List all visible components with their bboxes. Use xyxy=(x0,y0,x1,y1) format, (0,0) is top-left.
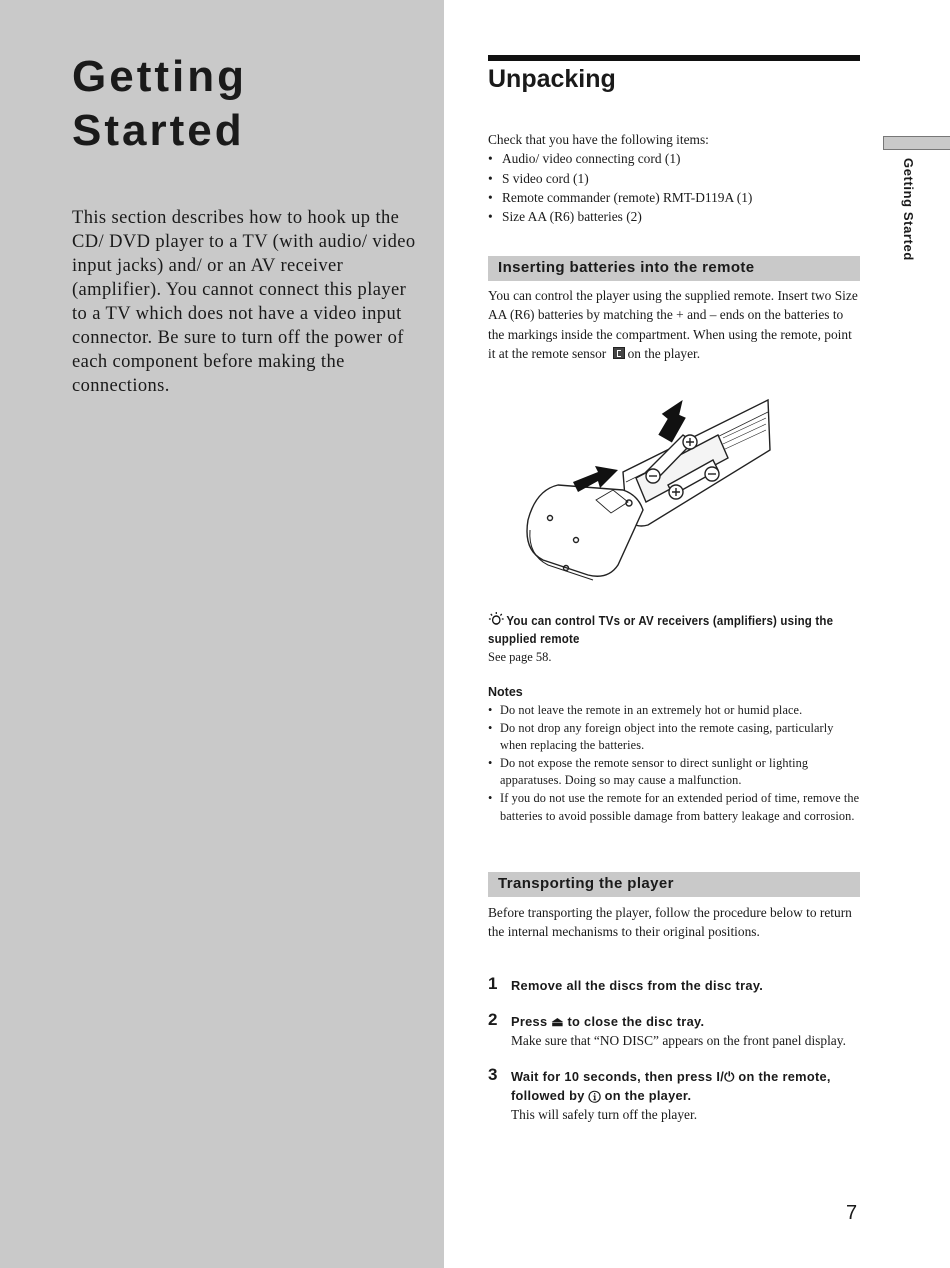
page-number: 7 xyxy=(846,1202,858,1224)
notes-list xyxy=(488,702,860,825)
subheading-transport-label: Transporting the player xyxy=(498,875,674,892)
transport-intro: Before transporting the player, follow the procedure below to return the internal mechanisms to their original positions. xyxy=(488,905,852,940)
chapter-intro: This section describes how to hook up the CD/ DVD player to a TV (with audio/ video input jacks) and/ or an AV receiver (amplifier). You cannot connect this player to a TV which does not have a video input connector. Be sure to turn off the power of each component before making the connections. xyxy=(72,208,416,396)
chapter-title-line1: Getting xyxy=(72,52,247,101)
step-3 xyxy=(488,1067,860,1124)
step-heading: Remove all the discs from the disc tray. xyxy=(511,978,764,993)
step-number: 3 xyxy=(488,1065,498,1084)
step-heading-text: Press xyxy=(511,1014,548,1029)
step-1 xyxy=(488,976,860,995)
step-number: 2 xyxy=(488,1010,498,1029)
step-heading xyxy=(511,1067,860,1105)
step-body: Make sure that “NO DISC” appears on the front panel display. xyxy=(511,1033,846,1048)
item-list xyxy=(488,149,860,226)
step-heading xyxy=(511,1012,860,1031)
section-title: Unpacking xyxy=(488,65,616,93)
battery-text: You can control the player using the supplied remote. Insert two Size AA (R6) batteries by matching the + and – ends on the batteries to the markings inside the compartment. When using the remote, point it at the remote sensor xyxy=(488,288,858,361)
section-rule xyxy=(488,55,860,61)
list-item: • Do not drop any foreign object into the remote casing, particularly when replacing the batteries. xyxy=(488,720,860,755)
subheading-batteries xyxy=(488,256,860,281)
steps-list xyxy=(488,976,860,1141)
notes-block xyxy=(488,682,860,825)
eject-icon: ⏏ xyxy=(551,1014,564,1029)
battery-text-end: on the player. xyxy=(627,345,701,361)
chapter-title-line2: Started xyxy=(72,106,245,155)
chapter-title xyxy=(72,50,412,158)
list-item: • S video cord (1) xyxy=(488,169,860,188)
tip-title-text: You can control TVs or AV receivers (amplifiers) using the supplied remote xyxy=(488,614,834,646)
step-heading-text: on the remote, followed by xyxy=(511,1069,831,1103)
list-item: • Audio/ video connecting cord (1) xyxy=(488,149,860,168)
subheading-batteries-label: Inserting batteries into the remote xyxy=(498,259,755,276)
list-item: • Do not leave the remote in an extremely hot or humid place. xyxy=(488,702,860,720)
battery-instructions xyxy=(488,286,860,363)
lightbulb-icon xyxy=(488,611,505,627)
unpacking-intro-block xyxy=(488,130,860,226)
subheading-transport xyxy=(488,872,860,897)
side-section-label: Getting Started xyxy=(901,158,916,261)
step-2 xyxy=(488,1012,860,1050)
list-item: • Do not expose the remote sensor to direct sunlight or lighting apparatuses. Doing so may cause a malfunction. xyxy=(488,755,860,790)
tip-title xyxy=(488,611,851,648)
step-number: 1 xyxy=(488,974,498,993)
list-item: • Size AA (R6) batteries (2) xyxy=(488,207,860,226)
list-item: • Remote commander (remote) RMT-D119A (1) xyxy=(488,188,860,207)
power-icon: I/⏻ xyxy=(716,1069,735,1084)
remote-sensor-icon xyxy=(613,347,625,359)
remote-battery-illustration xyxy=(518,390,778,585)
list-item: • If you do not use the remote for an extended period of time, remove the batteries to avoid possible damage from battery leakage and corrosion. xyxy=(488,790,860,825)
standby-icon: ⓘ xyxy=(588,1088,601,1103)
tip-body: See page 58. xyxy=(488,650,552,664)
tip-block xyxy=(488,611,860,666)
step-heading-text: Wait for 10 seconds, then press xyxy=(511,1069,713,1084)
unpacking-intro: Check that you have the following items: xyxy=(488,132,709,147)
step-heading-text: on the player. xyxy=(604,1088,692,1103)
step-body: This will safely turn off the player. xyxy=(511,1107,698,1122)
step-heading-text: to close the disc tray. xyxy=(567,1014,705,1029)
left-panel xyxy=(0,0,444,1268)
notes-title: Notes xyxy=(488,685,523,699)
section-tab xyxy=(883,136,950,150)
